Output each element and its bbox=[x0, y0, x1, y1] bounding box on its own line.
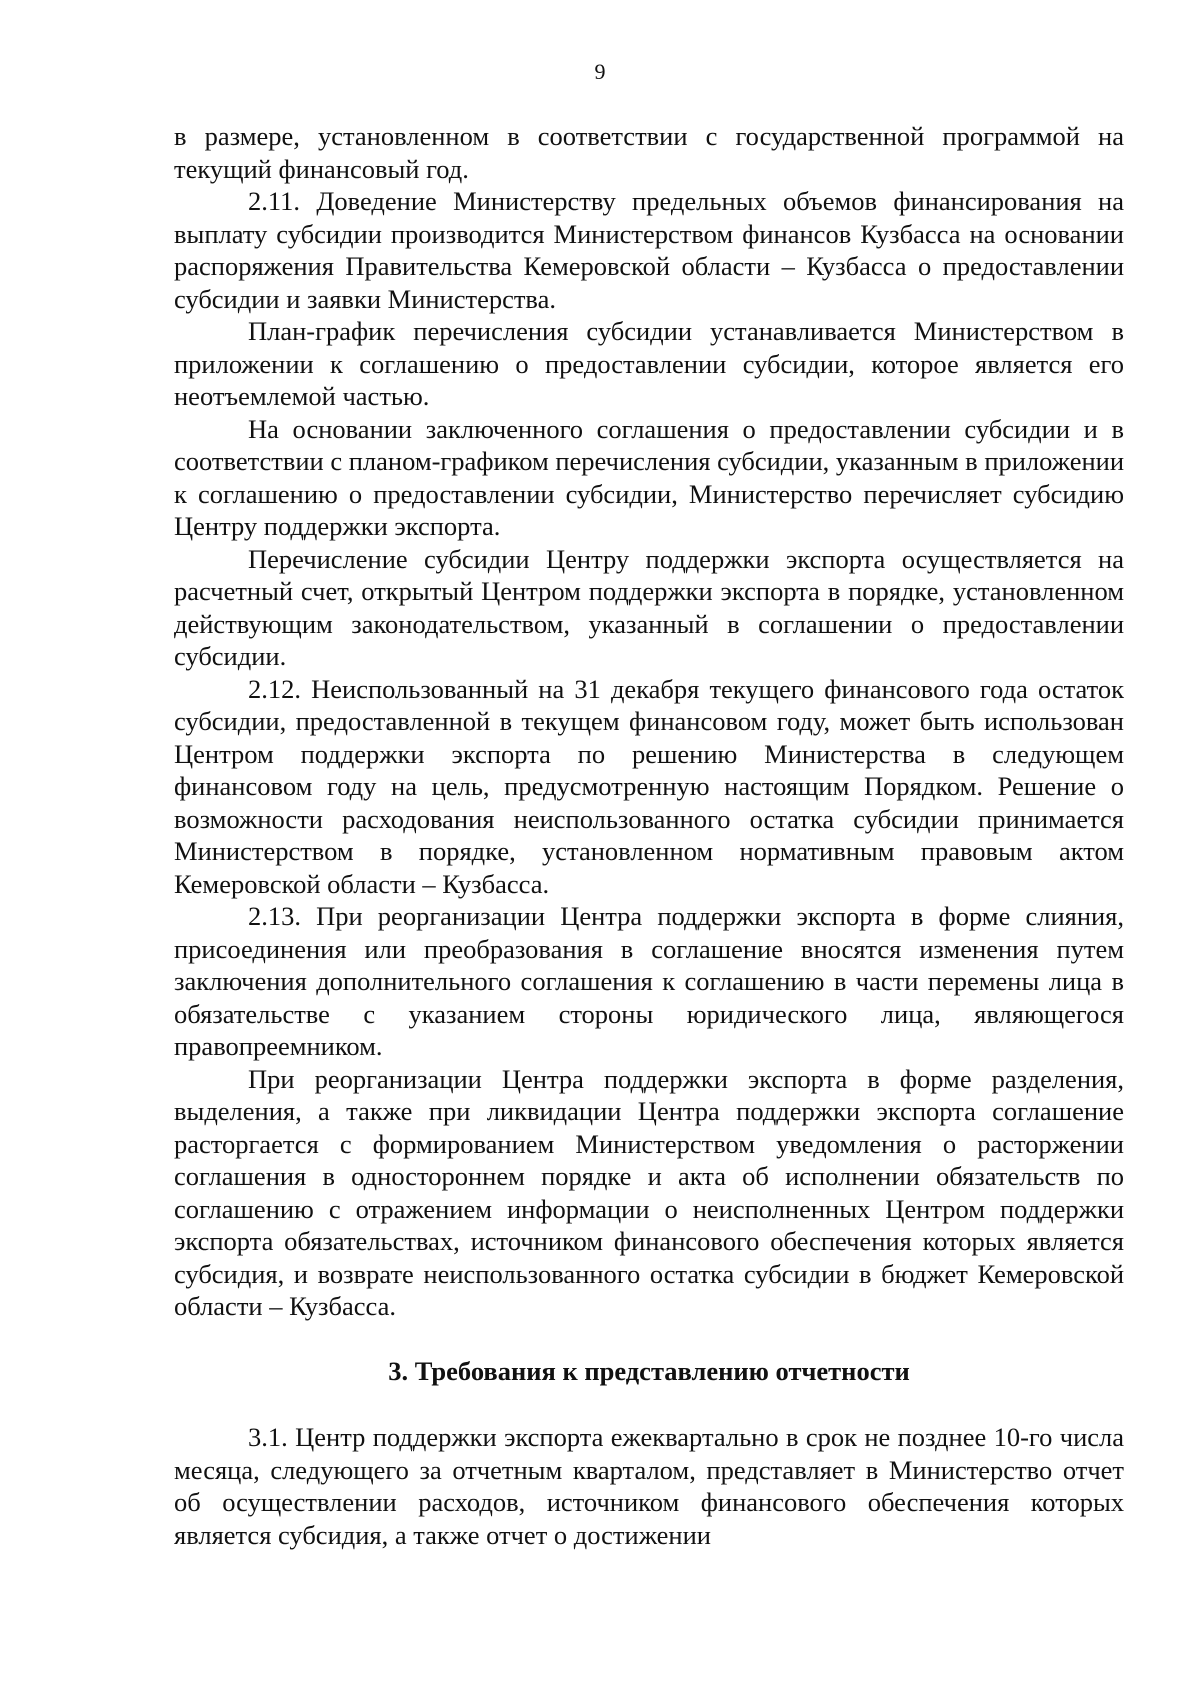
paragraph-2-13: 2.13. При реорганизации Центра поддержки экспорта в форме слияния, присоединения или преобразования в соглашение вносятся изменения путем заключения дополнительного соглашения к соглашению в части перемены лица в обязательстве с указанием стороны юридического лица, являющегося правопреемником. bbox=[174, 901, 1124, 1061]
paragraph-liquidation: При реорганизации Центра поддержки экспорта в форме разделения, выделения, а также при ликвидации Центра поддержки экспорта соглашение расторгается с формированием Министерством уведомления о расторжении соглашения в одностороннем порядке и акта об исполнении обязательств по соглашению с отражением информации о неисполненных Центром поддержки экспорта обязательствах, источником финансового обеспечения которых является субсидия, и возврате неиспользованного остатка субсидии в бюджет Кемеровской области – Кузбасса. bbox=[174, 1063, 1124, 1321]
paragraph-payment-schedule: План-график перечисления субсидии устанавливается Министерством в приложении к соглашению о предоставлении субсидии, которое является его неотъемлемой частью. bbox=[174, 316, 1124, 411]
paragraph-2-12: 2.12. Неиспользованный на 31 декабря текущего финансового года остаток субсидии, предоставленной в текущем финансовом году, может быть использован Центром поддержки экспорта по решению Министерства в следующем финансовом году на цель, предусмотренную настоящим Порядком. Решение о возможности расходования неиспользованного остатка субсидии принимается Министерством в порядке, установленном нормативным правовым актом Кемеровской области – Кузбасса. bbox=[174, 673, 1124, 899]
page-number: 9 bbox=[594, 59, 606, 84]
paragraph-transfer-account: Перечисление субсидии Центру поддержки экспорта осуществляется на расчетный счет, открытый Центром поддержки экспорта в порядке, установленном действующим законодательством, указанный в соглашении о предоставлении субсидии. bbox=[174, 543, 1124, 671]
paragraph-budget-program: в размере, установленном в соответствии с государственной программой на текущий финансовый год. bbox=[174, 121, 1124, 184]
paragraph-agreement-basis: На основании заключенного соглашения о предоставлении субсидии и в соответствии с планом-графиком перечисления субсидии, указанным в приложении к соглашению о предоставлении субсидии, Министерство перечисляет субсидию Центру поддержки экспорта. bbox=[174, 413, 1125, 541]
document-body bbox=[174, 120, 1124, 1551]
paragraph-2-11: 2.11. Доведение Министерству предельных объемов финансирования на выплату субсидии производится Министерством финансов Кузбасса на основании распоряжения Правительства Кемеровской области – Кузбасса о предоставлении субсидии и заявки Министерства. bbox=[174, 186, 1124, 314]
section-3-heading: 3. Требования к представлению отчетности bbox=[388, 1355, 910, 1386]
paragraph-3-1: 3.1. Центр поддержки экспорта ежеквартально в срок не позднее 10-го числа месяца, следующего за отчетным кварталом, представляет в Министерство отчет об осуществлении расходов, источником финансового обеспечения которых является субсидия, а также отчет о достижении bbox=[174, 1422, 1124, 1550]
